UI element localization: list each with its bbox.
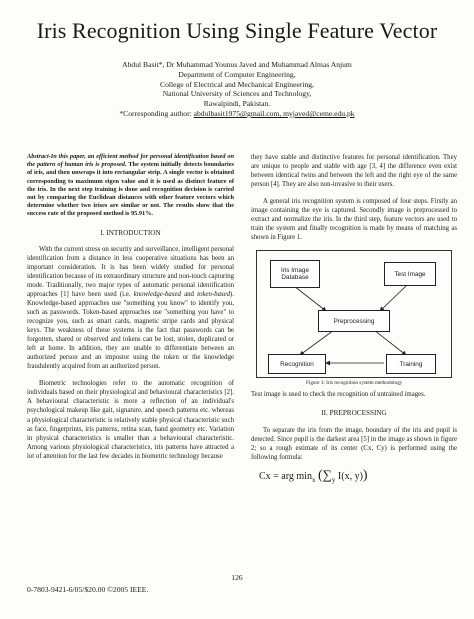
abstract-lead: Abstract-In this paper, an efficient method for personal identification based on the pattern of human iris is proposed. <box>27 153 234 169</box>
arrow-pre-to-train <box>374 330 406 355</box>
text-span: ). Knowledge-based approaches use "something you know" to identify you, such as passwords. Token-based approaches use "something you have" to recognize you, such as smart cards, magnetic stripe cards and physical keys. The weakness of these systems is the fact that passwords can be forgotten, shared or observed and tokens can be lost, stolen, duplicated or left at home. In addition, they are unable to differentiate between an authorized person and an impostor using the token or the knowledge fraudulently acquired from an authorized person. <box>27 290 234 371</box>
paper-title: Iris Recognition Using Single Feature Vector <box>36 18 438 43</box>
figure-caption: Figure 1: Iris recognition system methodology <box>306 380 403 387</box>
test-image-box: Test Image <box>384 262 436 286</box>
figure-1 <box>256 250 452 388</box>
intro-paragraph-2: Biometric technologies refer to the automatic recognition of individuals based on their physiological and behavioural characteristics [2]. A behavioural characteristic is more a reflection of an individual's psychological makeup like gait, signature, and speech patterns etc. whereas a physiological characteristic is relatively stable physical characteristic such as face, fingerprints, iris patterns, retina scan, hand geometry etc. Variation in physical characteristics is smaller than a behavioural characteristic. Among various physiological characteristics, iris patterns have attracted a lot of attention for the last few decades in biometric technology because <box>27 380 234 460</box>
abstract <box>27 153 234 219</box>
formula-paren: ) <box>362 467 368 483</box>
page-number: 126 <box>231 573 243 582</box>
iris-image-database-box: Iris Image Database <box>270 260 320 288</box>
citation-ref: 1 <box>63 290 67 298</box>
sum-symbol: ∑ <box>322 466 332 482</box>
preprocessing-box: Preprocessing <box>318 310 390 332</box>
corresponding-label: *Corresponding author: <box>119 108 194 118</box>
emphasis-text: token-based <box>197 290 231 298</box>
text-span: and <box>180 290 198 298</box>
arrow-db-to-pre <box>294 286 326 311</box>
affiliation-line: College of Electrical and Mechanical Engineering, <box>160 79 314 89</box>
section-heading-introduction: I. INTRODUCTION <box>100 228 161 237</box>
recognition-box: Recognition <box>268 354 326 374</box>
formula-sum-sub: y <box>331 475 336 484</box>
intro-paragraph-1 <box>27 245 234 372</box>
formula-argmin-sub: x <box>311 475 316 484</box>
arrow-pre-to-recog <box>300 330 334 355</box>
authors-line: Abdul Basit*, Dr Muhammad Younus Javed and Muhammad Almas Anjum <box>122 60 352 69</box>
arrow-test-to-pre <box>380 286 406 311</box>
formula-body: I(x, y) <box>337 470 363 482</box>
emphasis-text: knowledge-based <box>133 290 181 298</box>
abstract-body: The system initially detects boundaries of iris, and then unwraps it into rectangular strip. A single vector is obtained corresponding to maximum eigen value and it is used as distinct feature of the iris. In the next step training is done and recognition decision is carried out by comparing the Euclidean distances with other feature vectors which determine whether two irises are similar or not. The results show that the success rate of the proposed method is 95.91%. <box>27 161 235 218</box>
affiliation-line: National University of Sciences and Technology, <box>162 89 312 99</box>
training-box: Training <box>386 354 436 374</box>
preprocessing-paragraph: To separate the iris from the image, boundary of the iris and pupil is detected. Since pupil is the darkest area [5] in the image as shown in figure 2; so a rough estimate of its center (Cx, Cy) is performed using the following formula: <box>251 426 457 461</box>
affiliation-line: Department of Computer Engineering, <box>178 69 296 79</box>
right-column <box>251 153 457 487</box>
right-paragraph-1: they have stable and distinctive features for personal identification. They are unique to people and stable with age [3, 4] the difference even exist between identical twins and between the left and the right eye of the same person [4]. They are also non-invasive to their users. <box>251 154 457 189</box>
corresponding-author-line <box>70 109 404 119</box>
formula-lhs: Cx = arg min <box>259 470 312 482</box>
formula-paren: ( <box>317 467 323 483</box>
author-block <box>70 60 404 119</box>
text-span: ] have been used (i.e. <box>66 290 134 298</box>
right-paragraph-3: Test image is used to check the recognition of untrained images. <box>251 391 426 399</box>
right-paragraph-2: A general iris recognition system is composed of four steps. Firstly an image containing the eye is captured. Secondly image is preprocessed to extract and normalize the iris. In the third step, feature vectors are used to train the system and finally recognition is made by means of matching as shown in Figure 1. <box>251 198 457 242</box>
left-column <box>27 153 234 461</box>
center-formula <box>259 468 457 487</box>
text-span: With the current stress on security and surveillance, intelligent personal identification from a distance in less cooperative situations has been an important consideration. It is has been widely studied for personal identification because of its extraordinary structure and non-touch capturing mode. Traditionally, two major types of automatic personal identification approaches [ <box>27 245 234 298</box>
section-heading-preprocessing: II. PREPROCESSING <box>321 409 387 418</box>
copyright-footer: 0-7803-9421-6/05/$20.00 ©2005 IEEE. <box>27 585 149 594</box>
email-links[interactable]: abdulbasit1975@gmail.com, myjaved@ceme.edu.pk <box>193 108 355 118</box>
affiliation-line: Rawalpindi, Pakistan. <box>203 99 271 109</box>
